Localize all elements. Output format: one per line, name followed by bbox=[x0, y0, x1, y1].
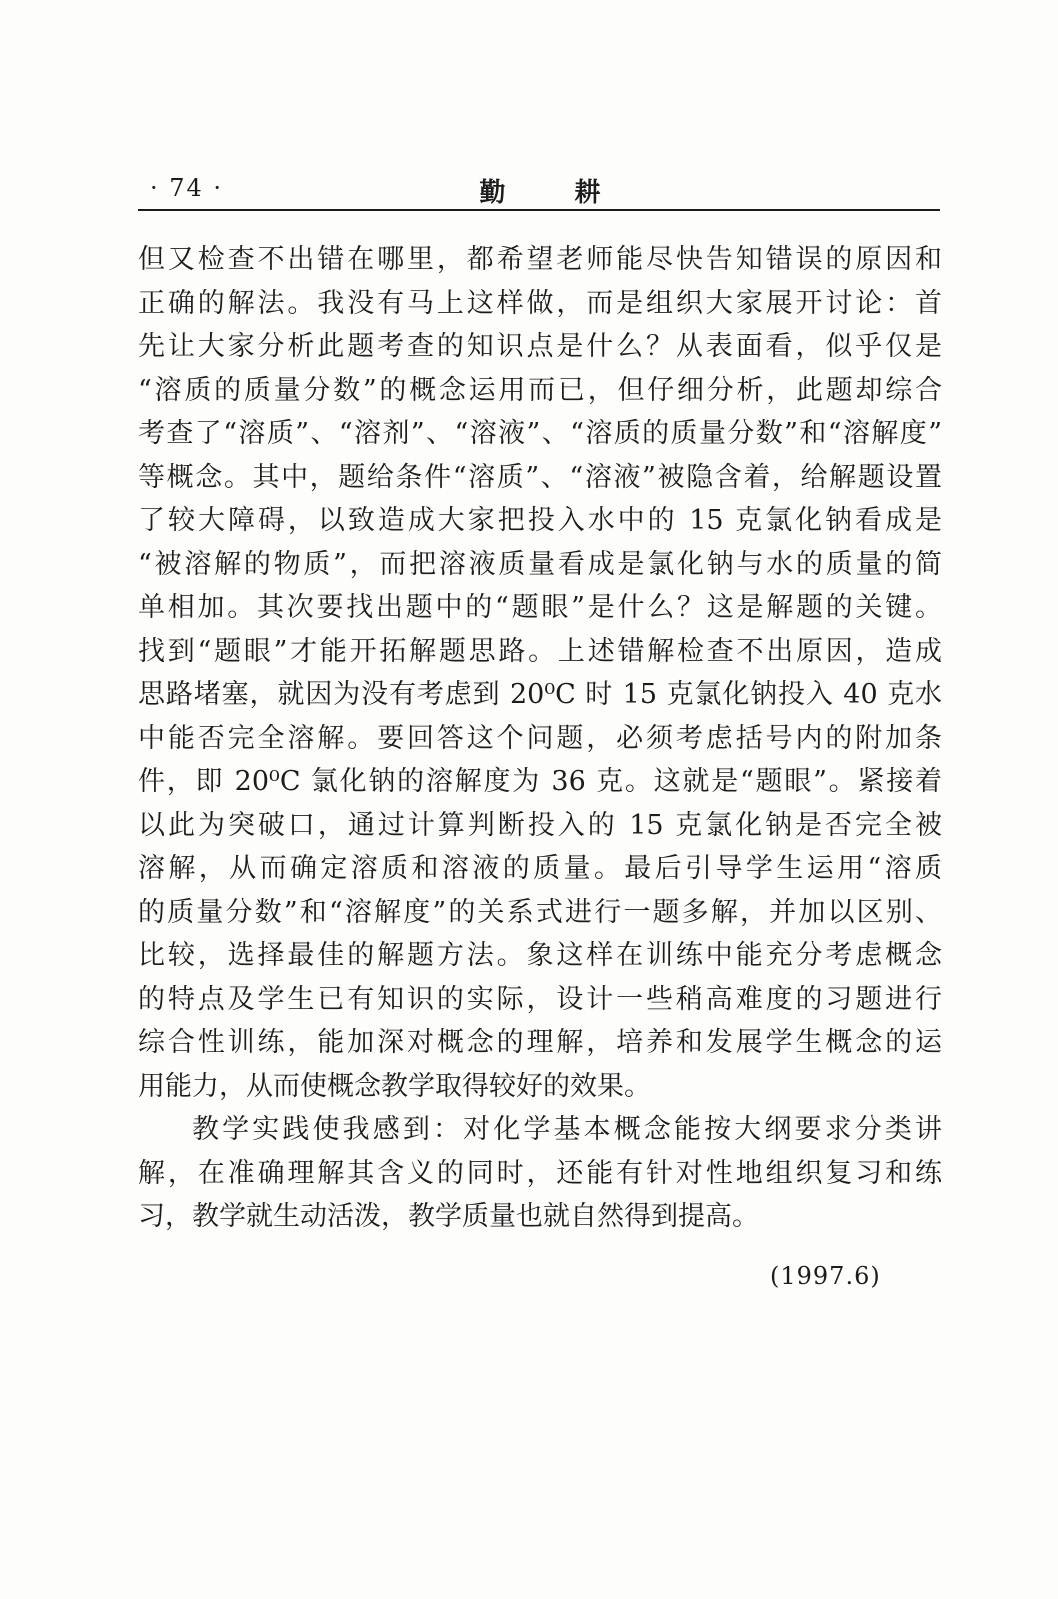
text-line: 先让大家分析此题考查的知识点是什么？从表面看，似乎仅是 bbox=[138, 331, 942, 362]
text-line: “被溶解的物质”，而把溶液质量看成是氯化钠与水的质量的简 bbox=[138, 548, 942, 580]
text-line: 习，教学就生动活泼，教学质量也就自然得到提高。 bbox=[138, 1201, 759, 1232]
text-line: 了较大障碍，以致造成大家把投入水中的 15 克氯化钠看成是 bbox=[138, 505, 942, 536]
text-line: 件，即 20⁰C 氯化钠的溶解度为 36 克。这就是“题眼”。紧接着 bbox=[138, 766, 942, 797]
text-line: 溶解，从而确定溶质和溶液的质量。最后引导学生运用“溶质 bbox=[138, 853, 942, 884]
body-text bbox=[138, 238, 942, 1239]
article-date: (1997.6) bbox=[770, 1262, 881, 1290]
text-line: 正确的解法。我没有马上这样做，而是组织大家展开讨论：首 bbox=[138, 287, 942, 319]
text-line: 解，在准确理解其含义的同时，还能有针对性地组织复习和练 bbox=[138, 1157, 942, 1189]
text-line: 比较，选择最佳的解题方法。象这样在训练中能充分考虑概念 bbox=[138, 940, 942, 971]
page-header bbox=[140, 168, 940, 208]
text-line: 的特点及学生已有知识的实际，设计一些稍高难度的习题进行 bbox=[138, 983, 942, 1015]
page-number: · 74 · bbox=[150, 174, 224, 202]
text-line: 以此为突破口，通过计算判断投入的 15 克氯化钠是否完全被 bbox=[138, 809, 942, 841]
text-line: 但又检查不出错在哪里，都希望老师能尽快告知错误的原因和 bbox=[138, 244, 942, 275]
text-line: 用能力，从而使概念教学取得较好的效果。 bbox=[138, 1070, 651, 1102]
text-line: 的质量分数”和“溶解度”的关系式进行一题多解，并加以区别、 bbox=[138, 896, 942, 928]
text-line: 等概念。其中，题给条件“溶质”、“溶液”被隐含着，给解题设置 bbox=[138, 461, 942, 493]
paragraph-1 bbox=[138, 238, 942, 1108]
text-line: 找到“题眼”才能开拓解题思路。上述错解检查不出原因，造成 bbox=[138, 635, 942, 667]
header-rule bbox=[138, 209, 940, 211]
text-line: 单相加。其次要找出题中的“题眼”是什么？这是解题的关键。 bbox=[138, 592, 942, 623]
text-line: 教学实践使我感到：对化学基本概念能按大纲要求分类讲 bbox=[192, 1114, 942, 1145]
text-line: 综合性训练，能加深对概念的理解，培养和发展学生概念的运 bbox=[138, 1027, 942, 1058]
text-line: “溶质的质量分数”的概念运用而已，但仔细分析，此题却综合 bbox=[138, 374, 942, 406]
text-line: 考查了“溶质”、“溶剂”、“溶液”、“溶质的质量分数”和“溶解度” bbox=[138, 418, 942, 449]
text-line: 中能否完全溶解。要回答这个问题，必须考虑括号内的附加条 bbox=[138, 722, 942, 754]
text-line: 思路堵塞，就因为没有考虑到 20⁰C 时 15 克氯化钠投入 40 克水 bbox=[138, 679, 942, 710]
paragraph-2 bbox=[138, 1108, 942, 1239]
running-title: 勤 耕 bbox=[479, 178, 631, 208]
